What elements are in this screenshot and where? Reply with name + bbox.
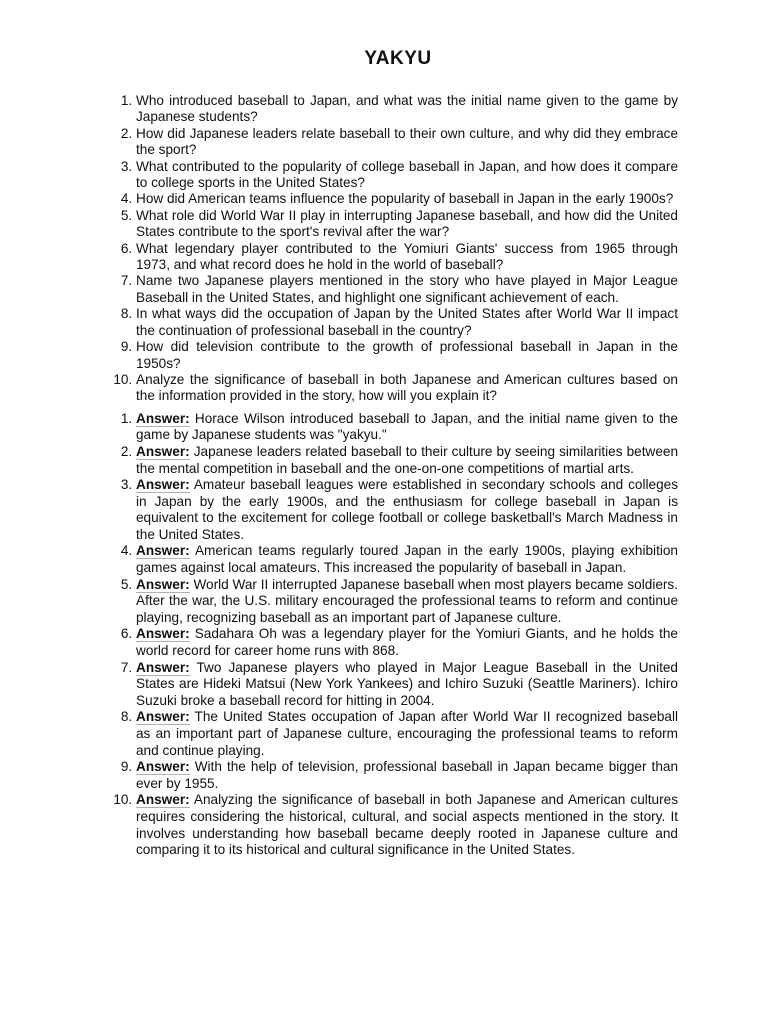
answer-label: Answer: bbox=[136, 443, 190, 459]
answer-label: Answer: bbox=[136, 477, 190, 493]
question-item: 3. What contributed to the popularity of college baseball in Japan, and how does it compare to college sports in the United States? bbox=[136, 159, 678, 192]
answer-item bbox=[136, 577, 678, 627]
answer-text: Japanese leaders related baseball to their culture by seeing similarities between the mental competition in baseball and the one-on-one competitions of martial arts. bbox=[136, 443, 679, 476]
answer-item bbox=[136, 543, 678, 576]
answer-text: Two Japanese players who played in Major League Baseball in the United States are Hideki Matsui (New York Yankees) and Ichiro Suzuki (Seattle Mariners). Ichiro Suzuki broke a baseball record for hitting in 2004. bbox=[136, 659, 678, 708]
question-item: 4. How did American teams influence the popularity of baseball in Japan in the early 1900s? bbox=[136, 191, 678, 207]
question-item: 1. Who introduced baseball to Japan, and what was the initial name given to the game by Japanese students? bbox=[136, 93, 678, 126]
answer-text: The United States occupation of Japan after World War II recognized baseball as an important part of Japanese culture, encouraging the professional teams to reform and continue playing. bbox=[136, 709, 679, 758]
answer-label: Answer: bbox=[136, 626, 190, 642]
answer-label: Answer: bbox=[136, 659, 190, 675]
answer-text: World War II interrupted Japanese baseball when most players became soldiers. After the war, the U.S. military encouraged the professional teams to reform and continue playing, recognizing baseball as an important part of Japanese culture. bbox=[136, 576, 679, 625]
answer-label: Answer: bbox=[136, 759, 190, 775]
answer-item bbox=[136, 792, 678, 858]
answer-label: Answer: bbox=[136, 709, 190, 725]
answer-item bbox=[136, 444, 678, 477]
answer-item bbox=[136, 626, 678, 659]
answer-text: Sadahara Oh was a legendary player for the Yomiuri Giants, and he holds the world record for career home runs with 868. bbox=[136, 626, 678, 659]
question-item: 10. Analyze the significance of baseball in both Japanese and American cultures based on the information provided in the story, how will you explain it? bbox=[136, 372, 678, 405]
answer-label: Answer: bbox=[136, 792, 190, 808]
answer-item bbox=[136, 411, 678, 444]
question-item: 6. What legendary player contributed to the Yomiuri Giants' success from 1965 through 1973, and what record does he hold in the world of baseball? bbox=[136, 241, 678, 274]
answer-text: Analyzing the significance of baseball in both Japanese and American cultures requires considering the historical, cultural, and social aspects mentioned in the story. It involves understanding how baseball became deeply rooted in Japanese culture and comparing it to its historical and cultural significance in the United States. bbox=[136, 792, 678, 858]
answer-label: Answer: bbox=[136, 576, 190, 592]
answer-text: With the help of television, professional baseball in Japan became bigger than ever by 1955. bbox=[136, 759, 679, 791]
question-item: 5. What role did World War II play in interrupting Japanese baseball, and how did the United States contribute to the sport's revival after the war? bbox=[136, 208, 678, 241]
answer-item bbox=[136, 477, 678, 543]
answer-item bbox=[136, 709, 678, 759]
page-title: YAKYU bbox=[364, 48, 432, 69]
question-list bbox=[104, 93, 678, 405]
question-item: 2. How did Japanese leaders relate baseball to their own culture, and why did they embrace the sport? bbox=[136, 126, 678, 159]
question-item: 7. Name two Japanese players mentioned in the story who have played in Major League Baseball in the United States, and highlight one significant achievement of each. bbox=[136, 273, 678, 306]
answer-item bbox=[136, 660, 678, 710]
answer-text: Horace Wilson introduced baseball to Japan, and the initial name given to the game by Japanese students was "yakyu." bbox=[136, 410, 678, 443]
answer-text: American teams regularly toured Japan in the early 1900s, playing exhibition games against local amateurs. This increased the popularity of baseball in Japan. bbox=[136, 543, 678, 576]
answer-text: Amateur baseball leagues were established in secondary schools and colleges in Japan by the early 1900s, and the enthusiasm for college baseball in Japan is equivalent to the excitement for college football or college basketball's March Madness in the United States. bbox=[136, 477, 678, 542]
question-item: 9. How did television contribute to the growth of professional baseball in Japan in the 1950s? bbox=[136, 339, 678, 372]
answer-item bbox=[136, 759, 678, 792]
answer-label: Answer: bbox=[136, 543, 190, 559]
answer-list bbox=[104, 411, 678, 859]
question-item: 8. In what ways did the occupation of Japan by the United States after World War II impact the continuation of professional baseball in the country? bbox=[136, 306, 678, 339]
answer-label: Answer: bbox=[136, 410, 190, 426]
